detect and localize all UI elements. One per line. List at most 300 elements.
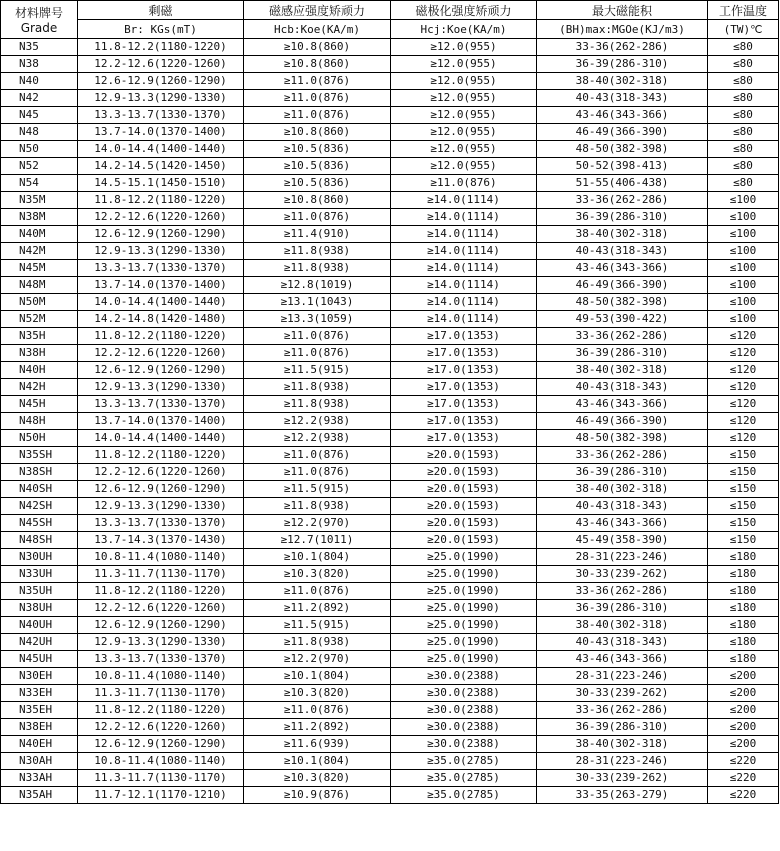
cell-hcb: ≥11.5(915): [244, 362, 391, 379]
cell-grade: N35M: [1, 192, 78, 209]
cell-remanence: 10.8-11.4(1080-1140): [78, 753, 244, 770]
cell-temp: ≤180: [708, 600, 779, 617]
cell-temp: ≤120: [708, 396, 779, 413]
cell-hcb: ≥11.0(876): [244, 345, 391, 362]
cell-bhmax: 33-36(262-286): [537, 192, 708, 209]
cell-grade: N40: [1, 73, 78, 90]
cell-hcj: ≥35.0(2785): [391, 753, 537, 770]
cell-bhmax: 30-33(239-262): [537, 770, 708, 787]
cell-hcb: ≥12.8(1019): [244, 277, 391, 294]
cell-hcj: ≥12.0(955): [391, 107, 537, 124]
cell-grade: N40SH: [1, 481, 78, 498]
table-row: [1, 770, 779, 787]
cell-bhmax: 43-46(343-366): [537, 396, 708, 413]
cell-hcj: ≥12.0(955): [391, 141, 537, 158]
cell-bhmax: 30-33(239-262): [537, 566, 708, 583]
cell-remanence: 13.7-14.3(1370-1430): [78, 532, 244, 549]
cell-grade: N52: [1, 158, 78, 175]
cell-temp: ≤100: [708, 226, 779, 243]
cell-remanence: 11.8-12.2(1180-1220): [78, 39, 244, 56]
cell-grade: N42SH: [1, 498, 78, 515]
cell-grade: N42: [1, 90, 78, 107]
cell-hcb: ≥10.9(876): [244, 787, 391, 804]
cell-hcb: ≥10.1(804): [244, 668, 391, 685]
cell-hcj: ≥25.0(1990): [391, 566, 537, 583]
cell-temp: ≤200: [708, 736, 779, 753]
cell-temp: ≤180: [708, 583, 779, 600]
cell-temp: ≤120: [708, 379, 779, 396]
cell-remanence: 11.8-12.2(1180-1220): [78, 192, 244, 209]
cell-remanence: 13.7-14.0(1370-1400): [78, 277, 244, 294]
cell-bhmax: 33-36(262-286): [537, 39, 708, 56]
cell-bhmax: 45-49(358-390): [537, 532, 708, 549]
header-hcj-title: 磁极化强度矫顽力: [391, 1, 537, 20]
cell-remanence: 12.2-12.6(1220-1260): [78, 600, 244, 617]
cell-remanence: 14.5-15.1(1450-1510): [78, 175, 244, 192]
cell-grade: N38UH: [1, 600, 78, 617]
cell-hcb: ≥10.8(860): [244, 39, 391, 56]
cell-remanence: 11.8-12.2(1180-1220): [78, 702, 244, 719]
cell-hcb: ≥11.0(876): [244, 464, 391, 481]
cell-temp: ≤80: [708, 141, 779, 158]
cell-bhmax: 40-43(318-343): [537, 634, 708, 651]
table-row: [1, 702, 779, 719]
cell-hcj: ≥25.0(1990): [391, 583, 537, 600]
table-row: [1, 753, 779, 770]
cell-bhmax: 40-43(318-343): [537, 90, 708, 107]
cell-bhmax: 38-40(302-318): [537, 481, 708, 498]
cell-hcj: ≥30.0(2388): [391, 702, 537, 719]
cell-bhmax: 38-40(302-318): [537, 736, 708, 753]
table-row: [1, 532, 779, 549]
cell-remanence: 10.8-11.4(1080-1140): [78, 549, 244, 566]
table-row: [1, 787, 779, 804]
cell-temp: ≤100: [708, 277, 779, 294]
table-row: [1, 243, 779, 260]
table-body: [1, 39, 779, 804]
table-row: [1, 617, 779, 634]
cell-remanence: 11.8-12.2(1180-1220): [78, 447, 244, 464]
cell-hcj: ≥25.0(1990): [391, 651, 537, 668]
cell-hcj: ≥25.0(1990): [391, 634, 537, 651]
header-row-titles: [1, 1, 779, 20]
cell-hcj: ≥20.0(1593): [391, 447, 537, 464]
cell-remanence: 13.3-13.7(1330-1370): [78, 651, 244, 668]
cell-remanence: 12.6-12.9(1260-1290): [78, 736, 244, 753]
cell-bhmax: 40-43(318-343): [537, 498, 708, 515]
cell-remanence: 12.6-12.9(1260-1290): [78, 73, 244, 90]
table-row: [1, 209, 779, 226]
header-hcj-unit: Hcj:Koe(KA/m): [391, 20, 537, 39]
cell-hcb: ≥11.0(876): [244, 702, 391, 719]
cell-remanence: 11.8-12.2(1180-1220): [78, 583, 244, 600]
cell-grade: N45SH: [1, 515, 78, 532]
cell-grade: N35AH: [1, 787, 78, 804]
cell-hcb: ≥11.0(876): [244, 447, 391, 464]
table-row: [1, 107, 779, 124]
cell-hcb: ≥11.0(876): [244, 209, 391, 226]
cell-bhmax: 33-36(262-286): [537, 583, 708, 600]
cell-grade: N45H: [1, 396, 78, 413]
cell-hcb: ≥10.5(836): [244, 175, 391, 192]
cell-temp: ≤120: [708, 430, 779, 447]
cell-grade: N40M: [1, 226, 78, 243]
cell-bhmax: 49-53(390-422): [537, 311, 708, 328]
cell-temp: ≤80: [708, 90, 779, 107]
cell-grade: N38SH: [1, 464, 78, 481]
cell-temp: ≤100: [708, 243, 779, 260]
cell-grade: N38: [1, 56, 78, 73]
cell-temp: ≤80: [708, 56, 779, 73]
cell-bhmax: 28-31(223-246): [537, 549, 708, 566]
cell-bhmax: 28-31(223-246): [537, 668, 708, 685]
cell-temp: ≤120: [708, 362, 779, 379]
cell-remanence: 13.3-13.7(1330-1370): [78, 396, 244, 413]
table-row: [1, 345, 779, 362]
cell-hcb: ≥11.0(876): [244, 328, 391, 345]
cell-temp: ≤150: [708, 464, 779, 481]
cell-temp: ≤100: [708, 260, 779, 277]
cell-remanence: 12.9-13.3(1290-1330): [78, 90, 244, 107]
cell-remanence: 12.6-12.9(1260-1290): [78, 362, 244, 379]
cell-hcb: ≥11.8(938): [244, 396, 391, 413]
cell-hcb: ≥11.4(910): [244, 226, 391, 243]
cell-temp: ≤120: [708, 328, 779, 345]
cell-grade: N50M: [1, 294, 78, 311]
table-row: [1, 192, 779, 209]
cell-remanence: 10.8-11.4(1080-1140): [78, 668, 244, 685]
cell-hcb: ≥11.8(938): [244, 260, 391, 277]
cell-hcb: ≥12.2(938): [244, 430, 391, 447]
cell-hcb: ≥11.5(915): [244, 617, 391, 634]
header-grade-sub: Grade: [20, 21, 58, 35]
cell-temp: ≤200: [708, 719, 779, 736]
header-hcb-unit: Hcb:Koe(KA/m): [244, 20, 391, 39]
cell-bhmax: 38-40(302-318): [537, 362, 708, 379]
cell-grade: N38EH: [1, 719, 78, 736]
cell-hcj: ≥12.0(955): [391, 90, 537, 107]
cell-hcb: ≥11.8(938): [244, 498, 391, 515]
cell-temp: ≤180: [708, 549, 779, 566]
cell-grade: N45UH: [1, 651, 78, 668]
cell-temp: ≤180: [708, 566, 779, 583]
table-row: [1, 175, 779, 192]
cell-hcb: ≥10.8(860): [244, 124, 391, 141]
cell-grade: N45M: [1, 260, 78, 277]
cell-grade: N40H: [1, 362, 78, 379]
cell-temp: ≤150: [708, 447, 779, 464]
cell-hcb: ≥11.8(938): [244, 379, 391, 396]
cell-hcb: ≥11.8(938): [244, 243, 391, 260]
table-row: [1, 481, 779, 498]
cell-hcj: ≥17.0(1353): [391, 345, 537, 362]
cell-hcj: ≥14.0(1114): [391, 260, 537, 277]
cell-hcb: ≥11.2(892): [244, 719, 391, 736]
cell-temp: ≤200: [708, 702, 779, 719]
cell-grade: N38H: [1, 345, 78, 362]
cell-temp: ≤100: [708, 294, 779, 311]
cell-hcj: ≥20.0(1593): [391, 498, 537, 515]
cell-hcb: ≥11.2(892): [244, 600, 391, 617]
table-row: [1, 73, 779, 90]
cell-hcj: ≥25.0(1990): [391, 549, 537, 566]
cell-hcj: ≥12.0(955): [391, 158, 537, 175]
cell-grade: N30AH: [1, 753, 78, 770]
cell-hcb: ≥13.3(1059): [244, 311, 391, 328]
table-row: [1, 277, 779, 294]
cell-hcj: ≥17.0(1353): [391, 413, 537, 430]
header-bhmax-unit: (BH)max:MGOe(KJ/m3): [537, 20, 708, 39]
cell-remanence: 14.0-14.4(1400-1440): [78, 430, 244, 447]
cell-remanence: 11.3-11.7(1130-1170): [78, 566, 244, 583]
cell-bhmax: 50-52(398-413): [537, 158, 708, 175]
cell-hcj: ≥30.0(2388): [391, 719, 537, 736]
cell-temp: ≤200: [708, 668, 779, 685]
table-row: [1, 583, 779, 600]
table-row: [1, 498, 779, 515]
table-row: [1, 328, 779, 345]
header-grade-title: 材料牌号: [14, 6, 63, 20]
cell-bhmax: 30-33(239-262): [537, 685, 708, 702]
cell-hcb: ≥11.0(876): [244, 107, 391, 124]
table-row: [1, 668, 779, 685]
cell-hcj: ≥17.0(1353): [391, 430, 537, 447]
cell-bhmax: 48-50(382-398): [537, 430, 708, 447]
cell-grade: N50H: [1, 430, 78, 447]
cell-hcb: ≥10.3(820): [244, 685, 391, 702]
cell-hcj: ≥30.0(2388): [391, 668, 537, 685]
header-remanence-title: 剩磁: [78, 1, 244, 20]
table-row: [1, 141, 779, 158]
table-row: [1, 124, 779, 141]
cell-hcj: ≥14.0(1114): [391, 226, 537, 243]
cell-grade: N33UH: [1, 566, 78, 583]
cell-bhmax: 48-50(382-398): [537, 294, 708, 311]
cell-remanence: 13.7-14.0(1370-1400): [78, 124, 244, 141]
cell-bhmax: 33-35(263-279): [537, 787, 708, 804]
cell-hcj: ≥17.0(1353): [391, 328, 537, 345]
cell-bhmax: 38-40(302-318): [537, 226, 708, 243]
header-hcb-title: 磁感应强度矫顽力: [244, 1, 391, 20]
cell-grade: N35SH: [1, 447, 78, 464]
cell-hcj: ≥20.0(1593): [391, 481, 537, 498]
cell-hcj: ≥17.0(1353): [391, 379, 537, 396]
cell-hcj: ≥14.0(1114): [391, 311, 537, 328]
table-row: [1, 447, 779, 464]
cell-hcj: ≥12.0(955): [391, 56, 537, 73]
cell-grade: N35H: [1, 328, 78, 345]
cell-grade: N54: [1, 175, 78, 192]
cell-bhmax: 43-46(343-366): [537, 515, 708, 532]
cell-hcj: ≥11.0(876): [391, 175, 537, 192]
cell-bhmax: 46-49(366-390): [537, 124, 708, 141]
cell-temp: ≤150: [708, 498, 779, 515]
cell-temp: ≤220: [708, 753, 779, 770]
cell-hcb: ≥13.1(1043): [244, 294, 391, 311]
cell-hcj: ≥12.0(955): [391, 39, 537, 56]
header-row-units: [1, 20, 779, 39]
table-row: [1, 396, 779, 413]
header-remanence-unit: Br: KGs(mT): [78, 20, 244, 39]
table-row: [1, 379, 779, 396]
cell-remanence: 12.9-13.3(1290-1330): [78, 379, 244, 396]
cell-temp: ≤80: [708, 175, 779, 192]
table-row: [1, 226, 779, 243]
cell-remanence: 11.8-12.2(1180-1220): [78, 328, 244, 345]
cell-hcj: ≥30.0(2388): [391, 736, 537, 753]
cell-bhmax: 51-55(406-438): [537, 175, 708, 192]
cell-grade: N45: [1, 107, 78, 124]
cell-temp: ≤100: [708, 192, 779, 209]
cell-hcj: ≥35.0(2785): [391, 787, 537, 804]
cell-bhmax: 36-39(286-310): [537, 56, 708, 73]
cell-hcb: ≥11.8(938): [244, 634, 391, 651]
cell-bhmax: 33-36(262-286): [537, 328, 708, 345]
cell-temp: ≤100: [708, 209, 779, 226]
cell-remanence: 11.7-12.1(1170-1210): [78, 787, 244, 804]
table-row: [1, 515, 779, 532]
table-row: [1, 39, 779, 56]
cell-remanence: 13.3-13.7(1330-1370): [78, 260, 244, 277]
table-row: [1, 362, 779, 379]
cell-hcj: ≥17.0(1353): [391, 362, 537, 379]
cell-hcb: ≥10.3(820): [244, 770, 391, 787]
cell-temp: ≤80: [708, 124, 779, 141]
cell-hcj: ≥14.0(1114): [391, 192, 537, 209]
cell-bhmax: 36-39(286-310): [537, 345, 708, 362]
cell-bhmax: 28-31(223-246): [537, 753, 708, 770]
table-row: [1, 549, 779, 566]
cell-temp: ≤80: [708, 39, 779, 56]
cell-temp: ≤180: [708, 651, 779, 668]
cell-remanence: 12.9-13.3(1290-1330): [78, 498, 244, 515]
cell-grade: N40EH: [1, 736, 78, 753]
cell-hcb: ≥12.2(970): [244, 515, 391, 532]
cell-remanence: 13.7-14.0(1370-1400): [78, 413, 244, 430]
table-row: [1, 566, 779, 583]
cell-temp: ≤150: [708, 515, 779, 532]
cell-bhmax: 33-36(262-286): [537, 702, 708, 719]
cell-temp: ≤120: [708, 413, 779, 430]
cell-hcj: ≥25.0(1990): [391, 617, 537, 634]
header-temp-title: 工作温度: [708, 1, 779, 20]
table-row: [1, 600, 779, 617]
table-row: [1, 158, 779, 175]
table-row: [1, 634, 779, 651]
cell-hcj: ≥20.0(1593): [391, 515, 537, 532]
cell-bhmax: 46-49(366-390): [537, 277, 708, 294]
cell-grade: N48SH: [1, 532, 78, 549]
cell-bhmax: 36-39(286-310): [537, 209, 708, 226]
cell-temp: ≤80: [708, 73, 779, 90]
cell-remanence: 13.3-13.7(1330-1370): [78, 515, 244, 532]
cell-remanence: 14.2-14.5(1420-1450): [78, 158, 244, 175]
cell-bhmax: 40-43(318-343): [537, 243, 708, 260]
table-row: [1, 651, 779, 668]
cell-grade: N35EH: [1, 702, 78, 719]
cell-grade: N35: [1, 39, 78, 56]
cell-temp: ≤180: [708, 617, 779, 634]
cell-temp: ≤100: [708, 311, 779, 328]
cell-hcb: ≥11.0(876): [244, 73, 391, 90]
cell-grade: N42M: [1, 243, 78, 260]
cell-grade: N42H: [1, 379, 78, 396]
table-row: [1, 56, 779, 73]
cell-temp: ≤180: [708, 634, 779, 651]
cell-hcj: ≥14.0(1114): [391, 294, 537, 311]
cell-remanence: 11.3-11.7(1130-1170): [78, 685, 244, 702]
cell-grade: N35UH: [1, 583, 78, 600]
cell-remanence: 12.2-12.6(1220-1260): [78, 464, 244, 481]
cell-temp: ≤120: [708, 345, 779, 362]
header-temp-unit: (TW)℃: [708, 20, 779, 39]
cell-remanence: 12.9-13.3(1290-1330): [78, 634, 244, 651]
cell-hcj: ≥17.0(1353): [391, 396, 537, 413]
cell-hcb: ≥10.3(820): [244, 566, 391, 583]
table-row: [1, 719, 779, 736]
cell-temp: ≤200: [708, 685, 779, 702]
cell-remanence: 12.2-12.6(1220-1260): [78, 209, 244, 226]
cell-bhmax: 43-46(343-366): [537, 651, 708, 668]
cell-bhmax: 36-39(286-310): [537, 719, 708, 736]
cell-temp: ≤80: [708, 158, 779, 175]
cell-grade: N30UH: [1, 549, 78, 566]
cell-remanence: 14.0-14.4(1400-1440): [78, 141, 244, 158]
cell-hcj: ≥20.0(1593): [391, 464, 537, 481]
cell-hcb: ≥11.5(915): [244, 481, 391, 498]
cell-hcb: ≥10.1(804): [244, 549, 391, 566]
cell-bhmax: 40-43(318-343): [537, 379, 708, 396]
table-row: [1, 413, 779, 430]
cell-temp: ≤220: [708, 787, 779, 804]
cell-remanence: 12.6-12.9(1260-1290): [78, 481, 244, 498]
cell-grade: N33EH: [1, 685, 78, 702]
cell-bhmax: 33-36(262-286): [537, 447, 708, 464]
cell-bhmax: 43-46(343-366): [537, 260, 708, 277]
table-row: [1, 294, 779, 311]
cell-hcj: ≥12.0(955): [391, 73, 537, 90]
cell-temp: ≤80: [708, 107, 779, 124]
cell-hcb: ≥11.0(876): [244, 90, 391, 107]
cell-hcj: ≥14.0(1114): [391, 209, 537, 226]
cell-bhmax: 36-39(286-310): [537, 600, 708, 617]
cell-hcb: ≥12.2(938): [244, 413, 391, 430]
cell-hcb: ≥10.5(836): [244, 158, 391, 175]
cell-bhmax: 43-46(343-366): [537, 107, 708, 124]
cell-remanence: 13.3-13.7(1330-1370): [78, 107, 244, 124]
cell-grade: N48: [1, 124, 78, 141]
cell-bhmax: 46-49(366-390): [537, 413, 708, 430]
table-row: [1, 260, 779, 277]
cell-temp: ≤150: [708, 481, 779, 498]
table-row: [1, 464, 779, 481]
cell-remanence: 14.2-14.8(1420-1480): [78, 311, 244, 328]
cell-hcj: ≥14.0(1114): [391, 243, 537, 260]
cell-remanence: 11.3-11.7(1130-1170): [78, 770, 244, 787]
cell-grade: N38M: [1, 209, 78, 226]
cell-grade: N30EH: [1, 668, 78, 685]
cell-remanence: 12.6-12.9(1260-1290): [78, 226, 244, 243]
cell-hcb: ≥11.0(876): [244, 583, 391, 600]
cell-hcj: ≥20.0(1593): [391, 532, 537, 549]
cell-remanence: 12.6-12.9(1260-1290): [78, 617, 244, 634]
cell-grade: N48H: [1, 413, 78, 430]
table-row: [1, 685, 779, 702]
cell-bhmax: 48-50(382-398): [537, 141, 708, 158]
cell-bhmax: 38-40(302-318): [537, 617, 708, 634]
cell-hcj: ≥12.0(955): [391, 124, 537, 141]
cell-grade: N48M: [1, 277, 78, 294]
